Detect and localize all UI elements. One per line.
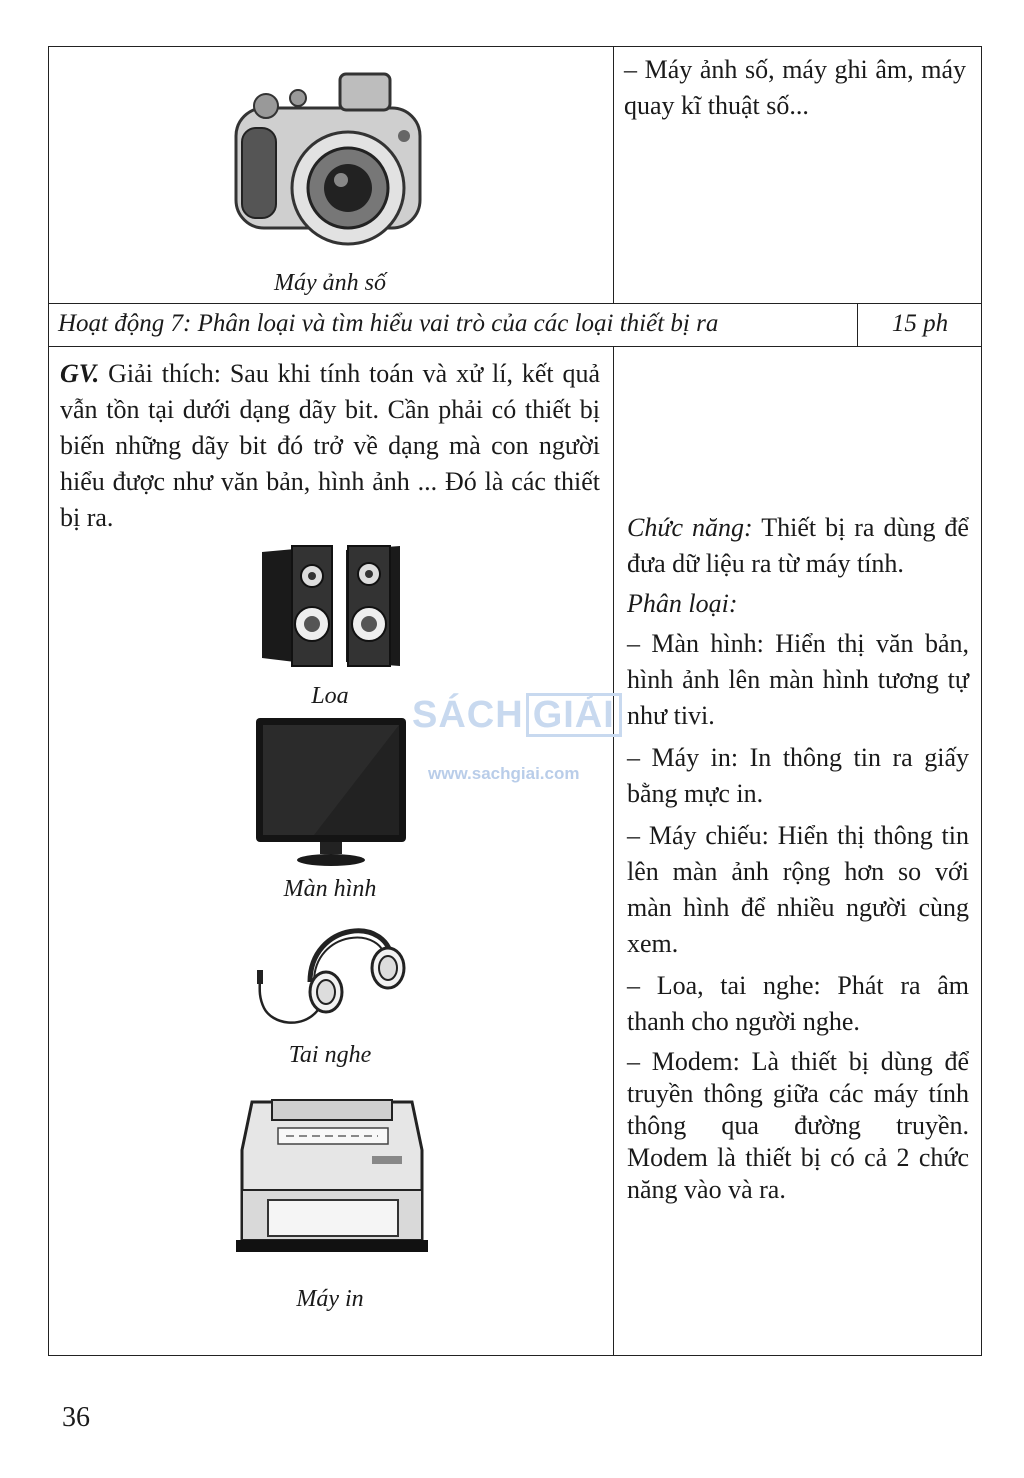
watermark-logo-part1: SÁCH [412, 694, 524, 736]
speaker-caption: Loa [311, 683, 349, 709]
row-divider-2 [48, 346, 982, 347]
top-right-text: – Máy ảnh số, máy ghi âm, máy quay kĩ thuật số... [624, 55, 966, 120]
list-item-printer: – Máy in: In thông tin ra giấy bằng mực in. [627, 743, 969, 808]
classification-list [627, 626, 969, 1212]
list-item-modem: – Modem: Là thiết bị dùng để truyền thông giữa các máy tính thông qua đường truyền. Modem là thiết bị có cả 2 chức năng vào và ra. [627, 1047, 969, 1204]
row-divider-1 [48, 303, 982, 304]
digital-camera-image [228, 58, 428, 248]
list-item-speaker: – Loa, tai nghe: Phát ra âm thanh cho người nghe. [627, 971, 969, 1036]
watermark-logo-part2: GIẢI [526, 693, 622, 737]
activity-duration: 15 ph [891, 310, 949, 337]
speaker-image [250, 540, 410, 672]
watermark-url: www.sachgiai.com [428, 764, 580, 783]
monitor-image [254, 716, 410, 868]
column-divider-bottom [613, 346, 614, 1356]
page-number: 36 [62, 1402, 90, 1433]
classification-label: Phân loại: [627, 589, 738, 618]
gv-text: Giải thích: Sau khi tính toán và xử lí, kết quả vẫn tồn tại dưới dạng dãy bit. Cần phải có thiết bị biến những dãy bit đó trở về dạng mà con người hiểu được như văn bản, hình ảnh ... Đó là các thiết bị ra. [60, 359, 600, 532]
function-paragraph [627, 510, 969, 582]
function-text: Thiết bị ra dùng để đưa dữ liệu ra từ máy tính. [627, 513, 969, 578]
headphones-image [252, 912, 416, 1032]
activity-title: Hoạt động 7: Phân loại và tìm hiểu vai trò của các loại thiết bị ra [58, 310, 719, 337]
gv-label: GV. [60, 359, 100, 388]
printer-image [232, 1090, 432, 1256]
printer-caption: Máy in [296, 1286, 364, 1312]
list-item-projector: – Máy chiếu: Hiển thị thông tin lên màn ảnh rộng hơn so với màn hình để nhiều người cùng xem. [627, 821, 969, 958]
monitor-caption: Màn hình [283, 876, 377, 902]
list-item-monitor: – Màn hình: Hiển thị văn bản, hình ảnh lên màn hình tương tự như tivi. [627, 629, 969, 730]
camera-caption: Máy ảnh số [274, 270, 386, 296]
column-divider-top [613, 46, 614, 303]
function-label: Chức năng: [627, 513, 753, 542]
column-divider-duration [857, 303, 858, 346]
gv-explanation [60, 356, 600, 536]
headphones-caption: Tai nghe [288, 1042, 372, 1068]
watermark-logo [412, 693, 624, 737]
